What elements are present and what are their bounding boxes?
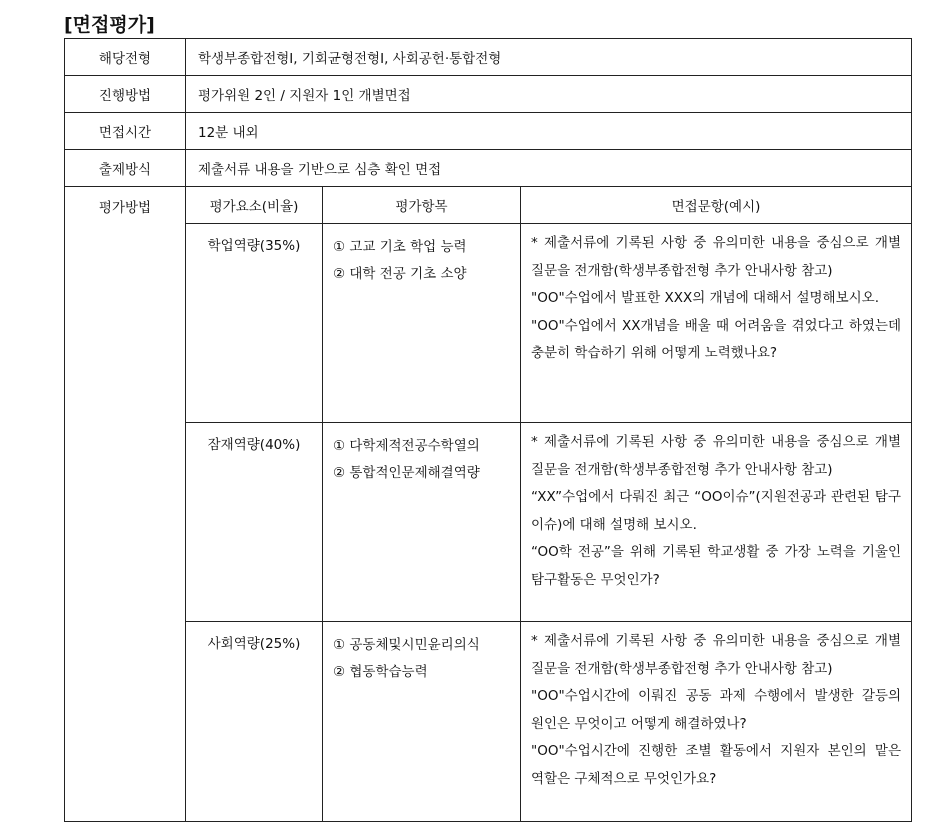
question-text: * 제출서류에 기록된 사항 중 유의미한 내용을 중심으로 개별 질문을 전개함(학생부종합전형 추가 안내사항 참고) <box>531 235 902 279</box>
row-label: 출제방식 <box>65 150 186 187</box>
eval-header-row <box>65 187 912 224</box>
question-text: "OO"수업에서 XX개념을 배울 때 어려움을 겪었다고 하였는데 충분히 학습하기 위해 어떻게 노력했나요? <box>531 317 902 361</box>
eval-items <box>323 622 521 822</box>
row-value: 평가위원 2인 / 지원자 1인 개별면접 <box>186 76 912 113</box>
header-item: 평가항목 <box>323 187 521 224</box>
row-label: 해당전형 <box>65 39 186 76</box>
eval-row-academic <box>65 224 912 423</box>
question-text: "OO"수업시간에 진행한 조별 활동에서 지원자 본인의 맡은 역할은 구체적으로 무엇인가요? <box>531 743 902 787</box>
eval-questions <box>521 622 912 822</box>
eval-row-social <box>65 622 912 822</box>
row-label: 진행방법 <box>65 76 186 113</box>
eval-item: ① 공동체및시민윤리의식 <box>333 637 480 653</box>
eval-item: ① 고교 기초 학업 능력 <box>333 239 467 255</box>
question-text: * 제출서류에 기록된 사항 중 유의미한 내용을 중심으로 개별 질문을 전개함(학생부종합전형 추가 안내사항 참고) <box>531 434 902 478</box>
row-value: 12분 내외 <box>186 113 912 150</box>
interview-table <box>64 38 912 822</box>
row-value: 학생부종합전형Ⅰ, 기회균형전형Ⅰ, 사회공헌·통합전형 <box>186 39 912 76</box>
eval-method-label: 평가방법 <box>65 187 186 822</box>
eval-item: ② 통합적인문제해결역량 <box>333 465 480 481</box>
row-value: 제출서류 내용을 기반으로 심층 확인 면접 <box>186 150 912 187</box>
eval-items <box>323 224 521 423</box>
table-row <box>65 113 912 150</box>
eval-questions <box>521 224 912 423</box>
question-text: * 제출서류에 기록된 사항 중 유의미한 내용을 중심으로 개별 질문을 전개함(학생부종합전형 추가 안내사항 참고) <box>531 633 902 677</box>
eval-element: 사회역량(25%) <box>186 622 323 822</box>
table-row <box>65 76 912 113</box>
header-element: 평가요소(비율) <box>186 187 323 224</box>
eval-item: ① 다학제적전공수학열의 <box>333 438 480 454</box>
eval-questions <box>521 423 912 622</box>
table-row <box>65 150 912 187</box>
eval-item: ② 대학 전공 기초 소양 <box>333 266 467 282</box>
eval-item: ② 협동학습능력 <box>333 664 428 680</box>
eval-element: 학업역량(35%) <box>186 224 323 423</box>
eval-row-potential <box>65 423 912 622</box>
eval-items <box>323 423 521 622</box>
eval-element: 잠재역량(40%) <box>186 423 323 622</box>
question-text: “OO학 전공”을 위해 기록된 학교생활 중 가장 노력을 기울인 탐구활동은 무엇인가? <box>531 544 902 588</box>
question-text: “XX”수업에서 다뤄진 최근 “OO이슈”(지원전공과 관련된 탐구 이슈)에 대해 설명해 보시오. <box>531 489 902 533</box>
table-row <box>65 39 912 76</box>
row-label: 면접시간 <box>65 113 186 150</box>
question-text: "OO"수업에서 발표한 XXX의 개념에 대해서 설명해보시오. <box>531 290 879 306</box>
question-text: "OO"수업시간에 이뤄진 공동 과제 수행에서 발생한 갈등의 원인은 무엇이고 어떻게 해결하였나? <box>531 688 902 732</box>
header-question: 면접문항(예시) <box>521 187 912 224</box>
section-title: [면접평가] <box>64 14 155 36</box>
